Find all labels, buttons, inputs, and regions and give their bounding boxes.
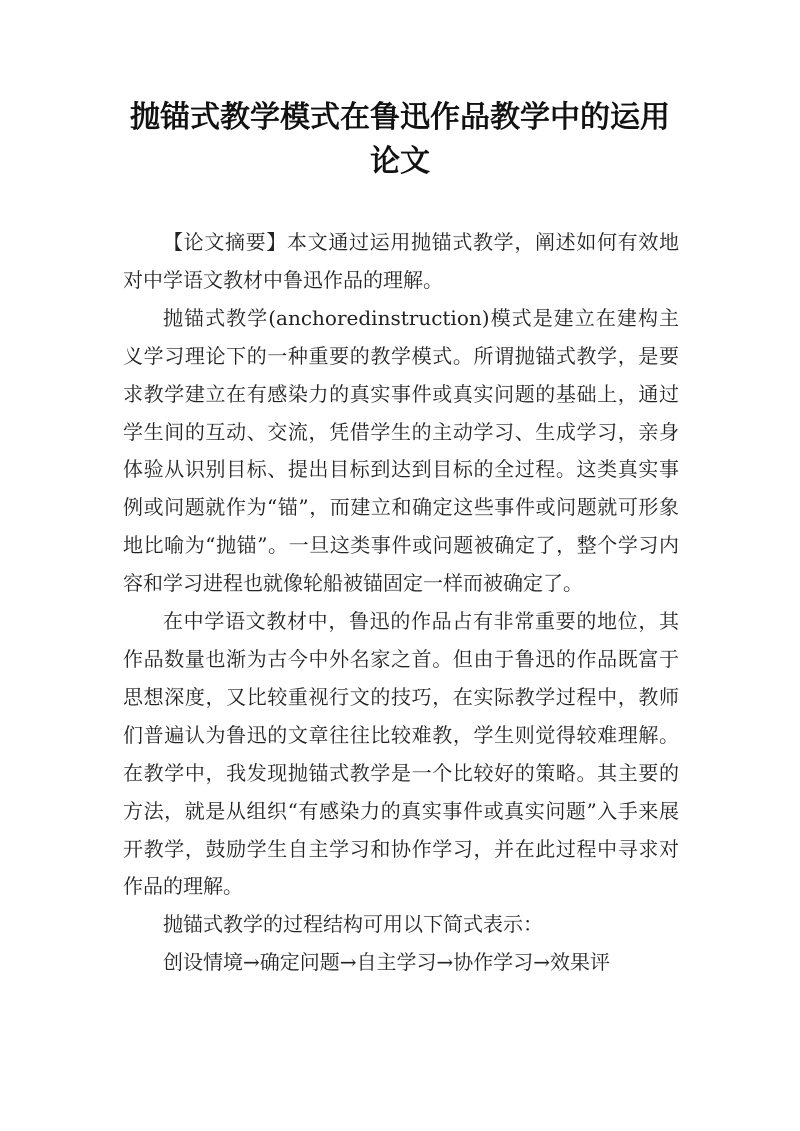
body-paragraph: 创设情境→确定问题→自主学习→协作学习→效果评 [163, 950, 611, 975]
title-line-1: 抛锚式教学模式在鲁迅作品教学中的运用 [130, 100, 670, 135]
body-paragraph: 抛锚式教学的过程结构可用以下简式表示： [163, 912, 543, 937]
abstract-paragraph: 【论文摘要】本文通过运用抛锚式教学，阐述如何有效地对中学语文教材中鲁迅作品的理解。 [123, 230, 679, 292]
title-line-2: 论文 [370, 144, 430, 179]
body-paragraph: 在中学语文教材中，鲁迅的作品占有非常重要的地位，其作品数量也渐为古今中外名家之首。但由于鲁迅的作品既富于思想深度，又比较重视行文的技巧，在实际教学过程中，教师们普遍认为鲁迅的文章往往比较难教，学生则觉得较难理解。在教学中，我发现抛锚式教学是一个比较好的策略。其主要的方法，就是从组织“有感染力的真实事件或真实问题”入手来展开教学，鼓励学生自主学习和协作学习，并在此过程中寻求对作品的理解。 [123, 609, 679, 899]
document-body [123, 224, 679, 982]
body-paragraph: 抛锚式教学(anchoredinstruction)模式是建立在建构主义学习理论下的一种重要的教学模式。所谓抛锚式教学，是要求教学建立在有感染力的真实事件或真实问题的基础上，通过学生间的互动、交流，凭借学生的主动学习、生成学习，亲身体验从识别目标、提出目标到达到目标的全过程。这类真实事例或问题就作为“锚”，而建立和确定这些事件或问题就可形象地比喻为“抛锚”。一旦这类事件或问题被确定了，整个学习内容和学习进程也就像轮船被锚固定一样而被确定了。 [123, 305, 679, 596]
document-title [100, 96, 700, 184]
